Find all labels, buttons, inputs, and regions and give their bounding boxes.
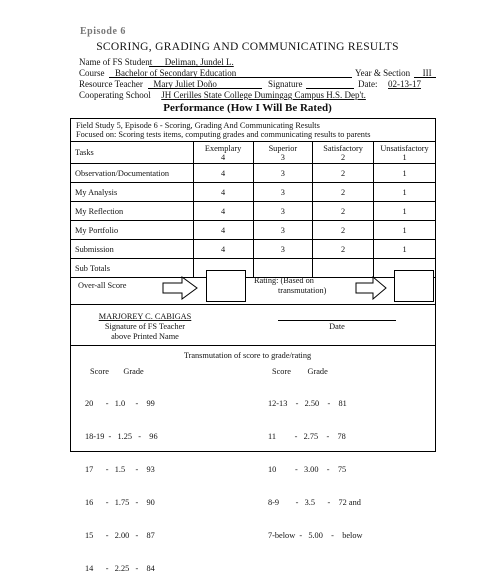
score-cell: 3 [253, 240, 313, 259]
course-underline [109, 77, 352, 78]
score-cell: 4 [193, 240, 253, 259]
task-cell: Submission [71, 240, 194, 259]
signatory-caption1: Signature of FS Teacher [104, 322, 186, 331]
table-row [71, 221, 436, 240]
table-row [71, 240, 436, 259]
signatory-caption2: above Printed Name [111, 332, 179, 341]
section-divider [70, 345, 436, 346]
list-item: 14 - 2.25 - 84 [85, 564, 155, 573]
satisfactory-header: Satisfactory 2 [313, 142, 374, 164]
date-signature-line [278, 320, 396, 321]
date-line [358, 79, 421, 89]
signatory-block [80, 312, 210, 342]
box-header-line2: Focused on: Scoring tests items, computing grades and communicating results to parents [76, 130, 371, 139]
unsatisfactory-header: Unsatisfactory 1 [374, 142, 436, 164]
score-cell: 1 [374, 164, 436, 183]
student-underline [149, 66, 226, 67]
subtotals-label: Sub Totals [71, 259, 194, 278]
rating-label-line2: transmutation) [278, 286, 327, 295]
list-item: 11 - 2.75 - 78 [268, 432, 346, 441]
student-label: Name of FS Student [79, 57, 153, 67]
score-cell: 2 [313, 221, 374, 240]
right-arrow-icon [162, 276, 198, 300]
task-cell: My Reflection [71, 202, 194, 221]
score-cell: 3 [253, 202, 313, 221]
score-cell: 1 [374, 240, 436, 259]
list-item: 20 - 1.0 - 99 [85, 399, 155, 408]
transmutation-left-list [85, 376, 158, 585]
list-item: 10 - 3.00 - 75 [268, 465, 347, 474]
teacher-underline [148, 88, 262, 89]
performance-heading: Performance (How I Will Be Rated) [163, 102, 332, 114]
rating-table [70, 141, 436, 278]
page-title: SCORING, GRADING AND COMMUNICATING RESULTS [96, 41, 399, 53]
superior-header: Superior 3 [253, 142, 313, 164]
right-arrow-icon [355, 276, 387, 300]
table-row [71, 183, 436, 202]
list-item: 18-19 - 1.25 - 96 [85, 432, 158, 441]
score-cell: 2 [313, 183, 374, 202]
list-item: 12-13 - 2.50 - 81 [268, 399, 347, 408]
list-item: 16 - 1.75 - 90 [85, 498, 155, 507]
transmutation-right-header: Score Grade [272, 367, 328, 376]
transmutation-left-header: Score Grade [90, 367, 144, 376]
task-cell: Observation/Documentation [71, 164, 194, 183]
subtotals-row [71, 259, 436, 278]
score-cell: 4 [193, 164, 253, 183]
score-cell: 1 [374, 221, 436, 240]
score-cell: 3 [253, 183, 313, 202]
subtotal-cell [313, 259, 374, 278]
score-cell: 3 [253, 164, 313, 183]
date-value: 02-13-17 [388, 79, 421, 89]
overall-score-box[interactable] [206, 270, 246, 302]
signature-underline [306, 88, 354, 89]
score-cell: 1 [374, 202, 436, 221]
list-item: 17 - 1.5 - 93 [85, 465, 155, 474]
school-line [79, 90, 366, 100]
student-value: Deliman, Jundel L. [164, 57, 234, 67]
table-row [71, 164, 436, 183]
subtotal-cell [253, 259, 313, 278]
episode-label: Episode 6 [80, 26, 126, 37]
transmutation-title: Transmutation of score to grade/rating [183, 351, 312, 360]
overall-score-label: Over-all Score [78, 281, 127, 290]
course-label: Course [79, 68, 105, 78]
section-divider [70, 304, 436, 305]
teacher-value: Mary Juliet Doño [153, 79, 217, 89]
yearsec-value: III [422, 68, 432, 78]
score-cell: 1 [374, 183, 436, 202]
date-caption: Date [329, 322, 345, 331]
course-value: Bachelor of Secondary Education [115, 68, 237, 78]
score-cell: 2 [313, 240, 374, 259]
task-cell: My Portfolio [71, 221, 194, 240]
list-item: 8-9 - 3.5 - 72 and [268, 498, 361, 507]
box-header-line1: Field Study 5, Episode 6 - Scoring, Grading And Communicating Results [76, 121, 320, 130]
yearsec-underline [414, 77, 436, 78]
school-value: JH Cerilles State College Dumingag Campus H.S. Dep't. [161, 90, 366, 100]
signatory-name: MARJOREY C. CABIGAS [98, 312, 192, 321]
rating-box[interactable] [394, 270, 434, 302]
score-cell: 2 [313, 202, 374, 221]
date-label: Date: [358, 79, 378, 89]
teacher-label: Resource Teacher [79, 79, 143, 89]
score-cell: 4 [193, 221, 253, 240]
rating-label [254, 276, 326, 296]
list-item: 15 - 2.00 - 87 [85, 531, 155, 540]
score-cell: 4 [193, 183, 253, 202]
score-cell: 3 [253, 221, 313, 240]
transmutation-right-list [268, 376, 362, 552]
yearsec-label: Year & Section [355, 68, 411, 78]
list-item: 7-below - 5.00 - below [268, 531, 363, 540]
table-header-row [71, 142, 436, 164]
table-row [71, 202, 436, 221]
signature-label: Signature [268, 79, 303, 89]
score-cell: 4 [193, 202, 253, 221]
tasks-header: Tasks [71, 142, 194, 164]
school-label: Cooperating School [79, 90, 151, 100]
rating-label-line1: Rating: (Based on [254, 276, 314, 285]
exemplary-header: Exemplary 4 [193, 142, 253, 164]
score-cell: 2 [313, 164, 374, 183]
task-cell: My Analysis [71, 183, 194, 202]
